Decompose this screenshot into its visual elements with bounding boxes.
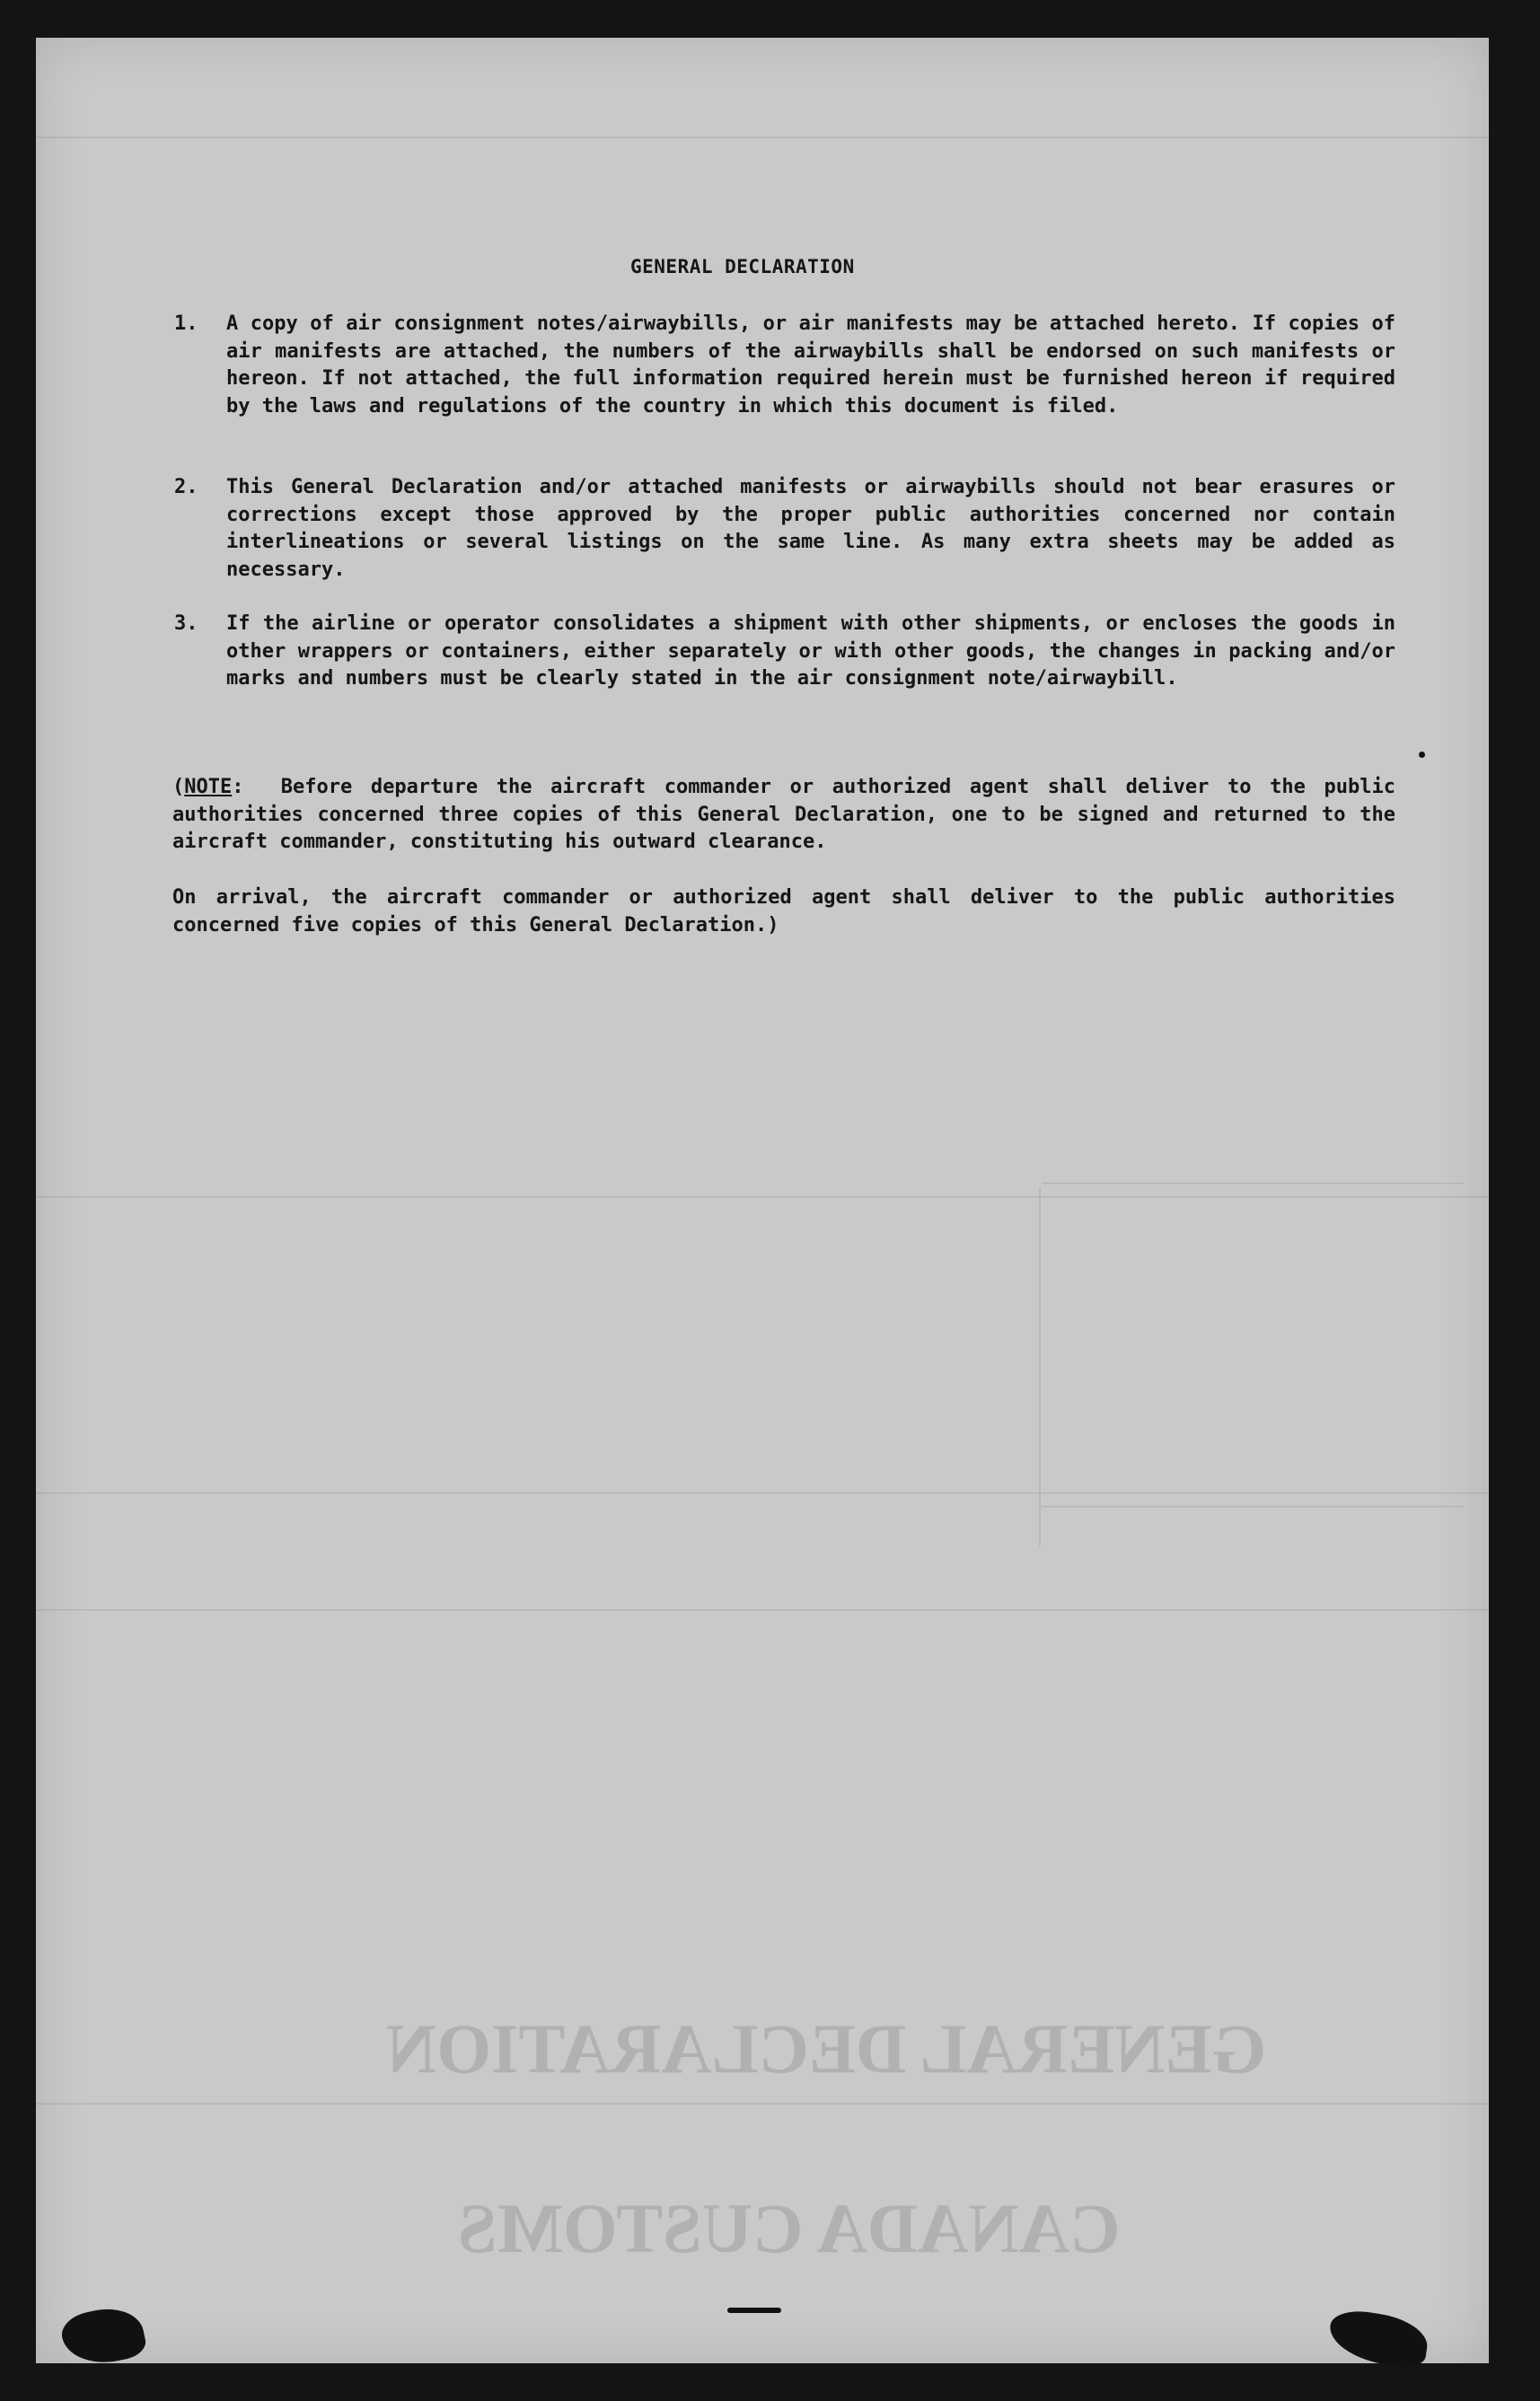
item-number: 3.	[174, 612, 198, 635]
bleed-line	[36, 2103, 1489, 2105]
scan-speck	[1419, 752, 1425, 758]
bleed-line	[1042, 1506, 1464, 1508]
scan-blot	[1326, 2308, 1431, 2370]
bleed-line	[1042, 1183, 1464, 1184]
scan-blot	[727, 2308, 781, 2313]
scan-blot	[58, 2301, 149, 2370]
page-title: GENERAL DECLARATION	[630, 256, 855, 277]
arrival-paragraph: On arrival, the aircraft commander or authorized agent shall deliver to the public authorities concerned five copies of this General Declaration.)	[172, 886, 1395, 937]
instruction-paragraph: A copy of air consignment notes/airwaybills, or air manifests may be attached hereto. If copies of air manifests are attached, the numbers of the airwaybills shall be endorsed on such manifests or hereon. If not attached, the full information required herein must be furnished hereon if required by the laws and regulations of the country in which this document is filed.	[226, 312, 1395, 418]
bleed-line	[36, 1609, 1489, 1611]
item-number: 1.	[174, 312, 198, 335]
note-paragraph: (NOTE: Before departure the aircraft commander or authorized agent shall deliver to the public authorities concerned three copies of this General Declaration, one to be signed and returned to the aircraft commander, constituting his outward clearance.	[172, 776, 1395, 853]
bleed-line	[1039, 1187, 1041, 1546]
scanned-page	[36, 38, 1489, 2363]
instruction-paragraph: This General Declaration and/or attached manifests or airwaybills should not bear erasures or corrections except those approved by the proper public authorities concerned nor contain interlineations or several listings on the same line. As many extra sheets may be added as necessary.	[226, 476, 1395, 581]
note-label: NOTE	[184, 776, 233, 798]
bleed-line	[36, 1492, 1489, 1494]
bleed-through-title: GENERAL DECLARATION	[386, 2010, 1267, 2088]
bleed-line	[36, 1196, 1489, 1198]
instruction-paragraph: If the airline or operator consolidates a shipment with other shipments, or encloses the goods in other wrappers or containers, either separately or with other goods, the changes in packing and/or marks and numbers must be clearly stated in the air consignment note/airwaybill.	[226, 612, 1395, 690]
bleed-through-agency: CANADA CUSTOMS	[458, 2189, 1121, 2267]
note-text: Before departure the aircraft commander or authorized agent shall deliver to the public authorities concerned three copies of this General Declaration, one to be signed and returned to the aircraft commander, constituting his outward clearance.	[172, 776, 1395, 853]
item-number: 2.	[174, 476, 198, 498]
bleed-line	[36, 136, 1489, 138]
